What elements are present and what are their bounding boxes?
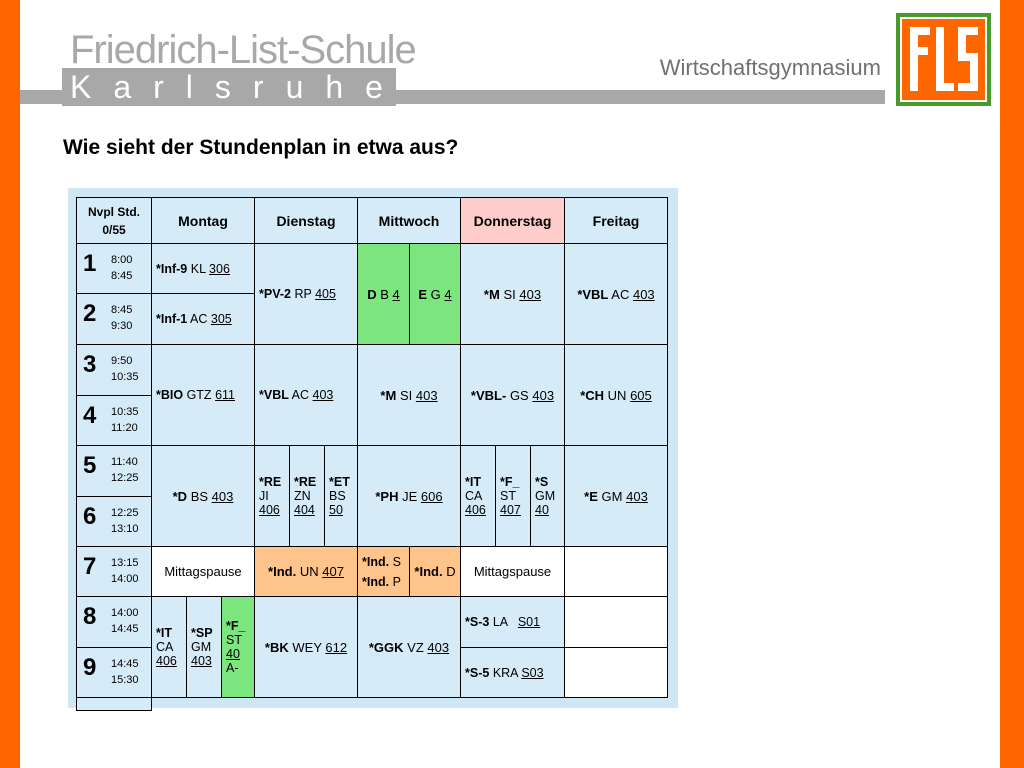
lesson-mon-3-4[interactable] xyxy=(151,344,255,446)
teacher: WEY xyxy=(292,639,322,655)
period-3 xyxy=(76,344,152,396)
day-header-mittwoch: Mittwoch xyxy=(357,197,461,244)
teacher: KRA xyxy=(492,665,518,680)
subject: *Ind. xyxy=(268,564,297,579)
period-4 xyxy=(76,395,152,446)
period-time: 14:00 14:45 xyxy=(111,607,139,635)
period-time: 9:50 10:35 xyxy=(111,355,139,383)
subject: *PH xyxy=(375,488,399,504)
subject: *RE xyxy=(294,475,317,489)
subject: *Ind. xyxy=(362,574,390,589)
lesson-fri-3-4[interactable] xyxy=(564,344,668,446)
teacher: UN xyxy=(607,387,627,403)
room: 403 xyxy=(427,639,450,655)
teacher: KL xyxy=(190,261,206,276)
subject: *S-5 xyxy=(465,665,490,680)
room: S03 xyxy=(521,665,544,680)
room: 407 xyxy=(500,503,521,517)
lesson-thu-1-2[interactable] xyxy=(460,243,565,345)
lesson-tue-5-6-c[interactable] xyxy=(324,445,358,547)
room: 611 xyxy=(215,388,235,402)
room: 404 xyxy=(294,503,315,517)
teacher: AC xyxy=(190,312,208,326)
lesson-tue-8-9[interactable] xyxy=(254,596,358,698)
teacher: ZN xyxy=(294,489,311,503)
subject: *Inf-9 xyxy=(156,261,188,276)
subject: *S xyxy=(535,475,549,489)
extra: A- xyxy=(226,661,239,675)
subject: *M xyxy=(483,286,500,302)
teacher: JI xyxy=(259,489,269,503)
room: 403 xyxy=(211,488,234,504)
teacher: GM xyxy=(601,488,623,504)
period-number: 9 xyxy=(83,654,97,681)
room: 40 xyxy=(226,647,240,661)
period-time: 8:00 8:45 xyxy=(111,254,133,282)
period-number: 1 xyxy=(83,250,97,277)
room: 612 xyxy=(325,639,348,655)
room: 406 xyxy=(465,503,486,517)
subject: *Inf-1 xyxy=(156,312,188,326)
lesson-thu-5-6-a[interactable] xyxy=(460,445,496,547)
teacher: SI xyxy=(503,286,516,302)
period-number: 4 xyxy=(83,402,97,429)
teacher: G xyxy=(430,286,441,302)
empty-fri-9 xyxy=(564,647,668,698)
teacher: AC xyxy=(291,388,310,402)
teacher: AC xyxy=(611,286,630,302)
period-5 xyxy=(76,445,152,497)
period-time: 8:45 9:30 xyxy=(111,304,133,332)
room: 40 xyxy=(535,503,549,517)
subject: *F_ xyxy=(500,475,520,489)
lesson-tue-5-6-a[interactable] xyxy=(254,445,290,547)
room: 405 xyxy=(315,287,336,301)
period-time: 12:25 13:10 xyxy=(111,507,139,535)
day-header-freitag: Freitag xyxy=(564,197,668,244)
period-number: 8 xyxy=(83,603,97,630)
fls-logo-icon xyxy=(896,13,991,106)
teacher: LA xyxy=(492,615,508,629)
header-subtitle: Wirtschaftsgymnasium xyxy=(659,55,881,80)
lesson-thu-5-6-c[interactable] xyxy=(530,445,565,547)
teacher: BS xyxy=(190,488,209,504)
room: 403 xyxy=(519,286,542,302)
subject: *VBL- xyxy=(470,387,507,403)
subject: *GGK xyxy=(368,639,404,655)
period-time: 13:15 14:00 xyxy=(111,557,139,585)
teacher: S xyxy=(392,554,401,569)
period-number: 6 xyxy=(83,503,97,530)
teacher: CA xyxy=(156,640,174,654)
left-orange-bar xyxy=(0,0,20,768)
lesson-mon-2[interactable] xyxy=(151,293,255,345)
period-number: 5 xyxy=(83,452,97,479)
subject: *S-3 xyxy=(465,615,490,629)
teacher: D xyxy=(446,564,456,579)
teacher: CA xyxy=(465,489,483,503)
logo-school-name: Friedrich-List-Schule xyxy=(70,28,416,72)
teacher: UN xyxy=(299,564,319,579)
lesson-tue-1-2[interactable] xyxy=(254,243,358,345)
teacher: GS xyxy=(509,387,529,403)
teacher: BS xyxy=(329,489,346,503)
subject: *F_ xyxy=(226,619,246,633)
subject: *Ind. xyxy=(362,554,390,569)
lesson-wed-1-2-a[interactable] xyxy=(357,243,410,345)
period-time: 11:40 12:25 xyxy=(111,456,139,484)
period-time: 14:45 15:30 xyxy=(111,658,139,686)
teacher: RP xyxy=(294,287,312,301)
period-number: 2 xyxy=(83,300,97,327)
teacher: GTZ xyxy=(186,388,212,402)
teacher: ST xyxy=(226,633,242,647)
room: 407 xyxy=(322,564,344,579)
subject: *E xyxy=(584,488,598,504)
teacher: VZ xyxy=(407,639,424,655)
subject: *IT xyxy=(156,626,172,640)
subject: *D xyxy=(172,488,188,504)
lunch-break-thu: Mittagspause xyxy=(460,546,565,597)
teacher: GM xyxy=(535,489,556,503)
lesson-thu-3-4[interactable] xyxy=(460,344,565,446)
room: 403 xyxy=(632,286,655,302)
lesson-thu-9[interactable] xyxy=(460,647,565,698)
period-1 xyxy=(76,243,152,294)
subject: *RE xyxy=(259,475,282,489)
subject: *M xyxy=(380,387,397,403)
page-heading: Wie sieht der Stundenplan in etwa aus? xyxy=(63,136,459,159)
teacher: B xyxy=(380,286,389,302)
room: 605 xyxy=(630,387,652,403)
lesson-wed-7-b[interactable] xyxy=(409,546,461,597)
room: 50 xyxy=(329,503,343,517)
room: 305 xyxy=(210,312,232,326)
lesson-thu-8[interactable] xyxy=(460,596,565,648)
day-header-donnerstag: Donnerstag xyxy=(460,197,565,244)
subject: *BK xyxy=(264,639,289,655)
period-7 xyxy=(76,546,152,597)
right-orange-bar xyxy=(1000,0,1024,768)
room: S01 xyxy=(517,615,541,629)
lesson-tue-3-4[interactable] xyxy=(254,344,358,446)
teacher: GM xyxy=(191,640,212,654)
period-number: 7 xyxy=(83,553,97,580)
subject: D xyxy=(367,286,377,302)
room: 4 xyxy=(392,286,400,302)
room: 306 xyxy=(209,261,230,276)
room: 403 xyxy=(191,654,212,668)
period-8 xyxy=(76,596,152,648)
subject: *BIO xyxy=(156,388,184,402)
subject: *VBL xyxy=(577,286,609,302)
teacher: ST xyxy=(500,489,516,503)
period-time: 10:35 11:20 xyxy=(111,406,139,434)
room: 403 xyxy=(415,387,438,403)
lesson-wed-5-6[interactable] xyxy=(357,445,461,547)
logo-city-name: Karlsruhe xyxy=(70,69,405,105)
corner-cell: Nvpl Std. 0/55 xyxy=(76,197,152,244)
teacher: P xyxy=(392,574,401,589)
lesson-tue-7[interactable] xyxy=(254,546,358,597)
lesson-mon-8-9-a[interactable] xyxy=(151,596,187,698)
subject: *CH xyxy=(580,387,605,403)
period-cut xyxy=(76,697,152,711)
room: 406 xyxy=(259,503,280,517)
lesson-fri-5-6[interactable] xyxy=(564,445,668,547)
empty-fri-7 xyxy=(564,546,668,597)
period-number: 3 xyxy=(83,351,97,378)
lesson-mon-5-6[interactable] xyxy=(151,445,255,547)
lesson-tue-5-6-b[interactable] xyxy=(289,445,325,547)
period-6 xyxy=(76,496,152,547)
lesson-fri-1-2[interactable] xyxy=(564,243,668,345)
empty-fri-8 xyxy=(564,596,668,648)
room: 403 xyxy=(532,387,555,403)
lesson-wed-3-4[interactable] xyxy=(357,344,461,446)
lesson-wed-1-2-b[interactable] xyxy=(409,243,461,345)
subject: *Ind. xyxy=(414,564,443,579)
subject: *SP xyxy=(191,626,213,640)
teacher: SI xyxy=(399,387,413,403)
lesson-thu-5-6-b[interactable] xyxy=(495,445,531,547)
lunch-break-mon: Mittagspause xyxy=(151,546,255,597)
room: 406 xyxy=(156,654,177,668)
period-9 xyxy=(76,647,152,698)
lesson-mon-1[interactable] xyxy=(151,243,255,294)
lesson-mon-8-9-b[interactable] xyxy=(186,596,222,698)
room: 606 xyxy=(420,488,443,504)
subject: *ET xyxy=(329,475,350,489)
room: 403 xyxy=(626,488,648,504)
period-2 xyxy=(76,293,152,345)
timetable xyxy=(76,197,670,709)
day-header-montag: Montag xyxy=(151,197,255,244)
day-header-dienstag: Dienstag xyxy=(254,197,358,244)
subject: *IT xyxy=(465,475,481,489)
room: 403 xyxy=(312,388,334,402)
lesson-mon-8-9-c[interactable] xyxy=(221,596,255,698)
lesson-wed-7-a[interactable] xyxy=(357,546,410,597)
subject: *VBL xyxy=(259,388,289,402)
subject: E xyxy=(418,286,428,302)
lesson-wed-8-9[interactable] xyxy=(357,596,461,698)
subject: *PV-2 xyxy=(259,287,291,301)
teacher: JE xyxy=(402,488,418,504)
room: 4 xyxy=(444,286,452,302)
